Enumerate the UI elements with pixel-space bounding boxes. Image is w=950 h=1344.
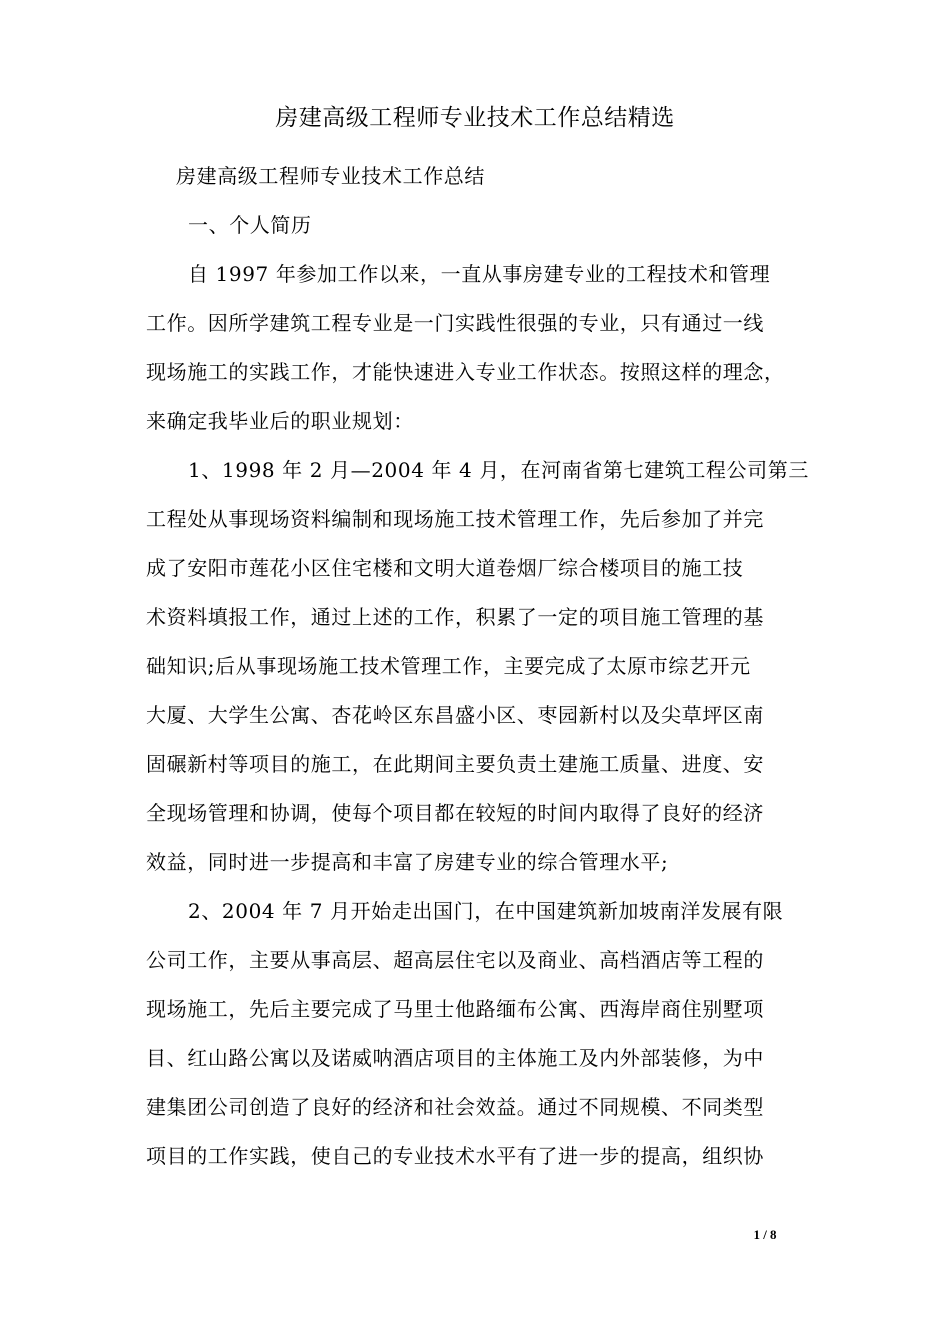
text-line: 础知识;后从事现场施工技术管理工作，主要完成了太原市综艺开元 (146, 654, 751, 678)
text-line: 公司工作，主要从事高层、超高层住宅以及商业、高档酒店等工程的 (146, 948, 764, 972)
document-title: 房建高级工程师专业技术工作总结精选 (275, 105, 675, 131)
text-line: 大厦、大学生公寓、杏花岭区东昌盛小区、枣园新村以及尖草坪区南 (146, 703, 764, 727)
text-line: 项目的工作实践，使自己的专业技术水平有了进一步的提高，组织协 (146, 1144, 764, 1168)
text-line: 全现场管理和协调，使每个项目都在较短的时间内取得了良好的经济 (146, 801, 764, 825)
text-line: 工作。因所学建筑工程专业是一门实践性很强的专业，只有通过一线 (146, 311, 764, 335)
section-heading: 一、个人简历 (188, 213, 312, 237)
text-line: 来确定我毕业后的职业规划： (146, 409, 414, 433)
text-line: 目、红山路公寓以及诺威呐酒店项目的主体施工及内外部装修，为中 (146, 1046, 764, 1070)
text-line: 固碾新村等项目的施工，在此期间主要负责土建施工质量、进度、安 (146, 752, 764, 776)
text-line: 现场施工的实践工作，才能快速进入专业工作状态。按照这样的理念， (146, 360, 785, 384)
text-line: 1、1998 年 2 月—2004 年 4 月，在河南省第七建筑工程公司第三 (188, 458, 809, 482)
text-line: 工程处从事现场资料编制和现场施工技术管理工作，先后参加了并完 (146, 507, 764, 531)
text-line: 自 1997 年参加工作以来，一直从事房建专业的工程技术和管理 (188, 262, 771, 286)
page-number: 1 / 8 (753, 1227, 777, 1242)
text-line: 效益，同时进一步提高和丰富了房建专业的综合管理水平; (146, 850, 669, 874)
text-line: 现场施工，先后主要完成了马里士他路缅布公寓、西海岸商住别墅项 (146, 997, 764, 1021)
text-line: 成了安阳市莲花小区住宅楼和文明大道卷烟厂综合楼项目的施工技 (146, 556, 744, 580)
text-line: 2、2004 年 7 月开始走出国门，在中国建筑新加坡南洋发展有限 (188, 899, 784, 923)
document-subtitle: 房建高级工程师专业技术工作总结 (176, 164, 485, 188)
text-line: 术资料填报工作，通过上述的工作，积累了一定的项目施工管理的基 (146, 605, 764, 629)
text-line: 建集团公司创造了良好的经济和社会效益。通过不同规模、不同类型 (146, 1095, 764, 1119)
document-body (146, 152, 814, 1181)
